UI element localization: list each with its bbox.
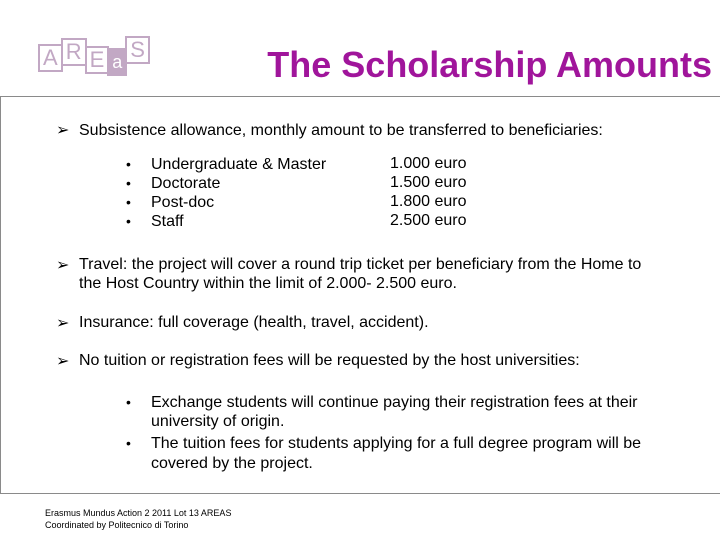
category-amount: 2.500 euro xyxy=(390,212,467,229)
category-amount: 1.500 euro xyxy=(390,174,467,191)
bullet-icon: • xyxy=(126,194,131,210)
fees-text: No tuition or registration fees will be requested by the host universities: xyxy=(79,352,580,369)
logo-letter: E xyxy=(85,46,110,74)
category-label: Staff xyxy=(151,213,184,230)
arrow-bullet-icon: ➢ xyxy=(56,315,70,332)
category-amount: 1.000 euro xyxy=(390,155,467,172)
category-amount: 1.800 euro xyxy=(390,193,467,210)
subsistence-text: Subsistence allowance, monthly amount to be transferred to beneficiaries: xyxy=(79,122,603,139)
footer-line2: Coordinated by Politecnico di Torino xyxy=(45,520,189,530)
logo-letter: S xyxy=(125,36,150,64)
category-label: Post-doc xyxy=(151,194,215,211)
bullet-icon: • xyxy=(126,175,131,191)
category-label: Doctorate xyxy=(151,175,221,192)
bullet-icon: • xyxy=(126,394,131,410)
travel-text-line1: Travel: the project will cover a round trip ticket per beneficiary from the Home to xyxy=(79,256,642,273)
slide-title: The Scholarship Amounts xyxy=(267,44,712,85)
arrow-bullet-icon: ➢ xyxy=(56,353,70,370)
logo-letter: A xyxy=(38,44,63,72)
logo-letter: a xyxy=(107,48,127,76)
divider-top xyxy=(0,96,720,97)
bullet-icon: • xyxy=(126,213,131,229)
areas-logo xyxy=(38,32,148,72)
fees-note-line1: Exchange students will continue paying their registration fees at their xyxy=(151,394,638,411)
category-label: Undergraduate & Master xyxy=(151,156,327,173)
logo-letter: R xyxy=(61,38,87,66)
arrow-bullet-icon: ➢ xyxy=(56,257,70,274)
footer xyxy=(45,507,231,531)
fees-note-line1: The tuition fees for students applying for a full degree program will be xyxy=(151,435,642,452)
bullet-icon: • xyxy=(126,435,131,451)
insurance-text: Insurance: full coverage (health, travel, accident). xyxy=(79,314,429,331)
bullet-icon: • xyxy=(126,156,131,172)
footer-line1: Erasmus Mundus Action 2 2011 Lot 13 AREAS xyxy=(45,508,232,518)
divider-left xyxy=(0,96,1,494)
arrow-bullet-icon: ➢ xyxy=(56,122,70,139)
fees-note-line2: university of origin. xyxy=(151,413,285,430)
divider-bottom xyxy=(0,493,720,494)
fees-note-line2: covered by the project. xyxy=(151,455,313,472)
travel-text-line2: the Host Country within the limit of 2.000- 2.500 euro. xyxy=(79,275,457,292)
